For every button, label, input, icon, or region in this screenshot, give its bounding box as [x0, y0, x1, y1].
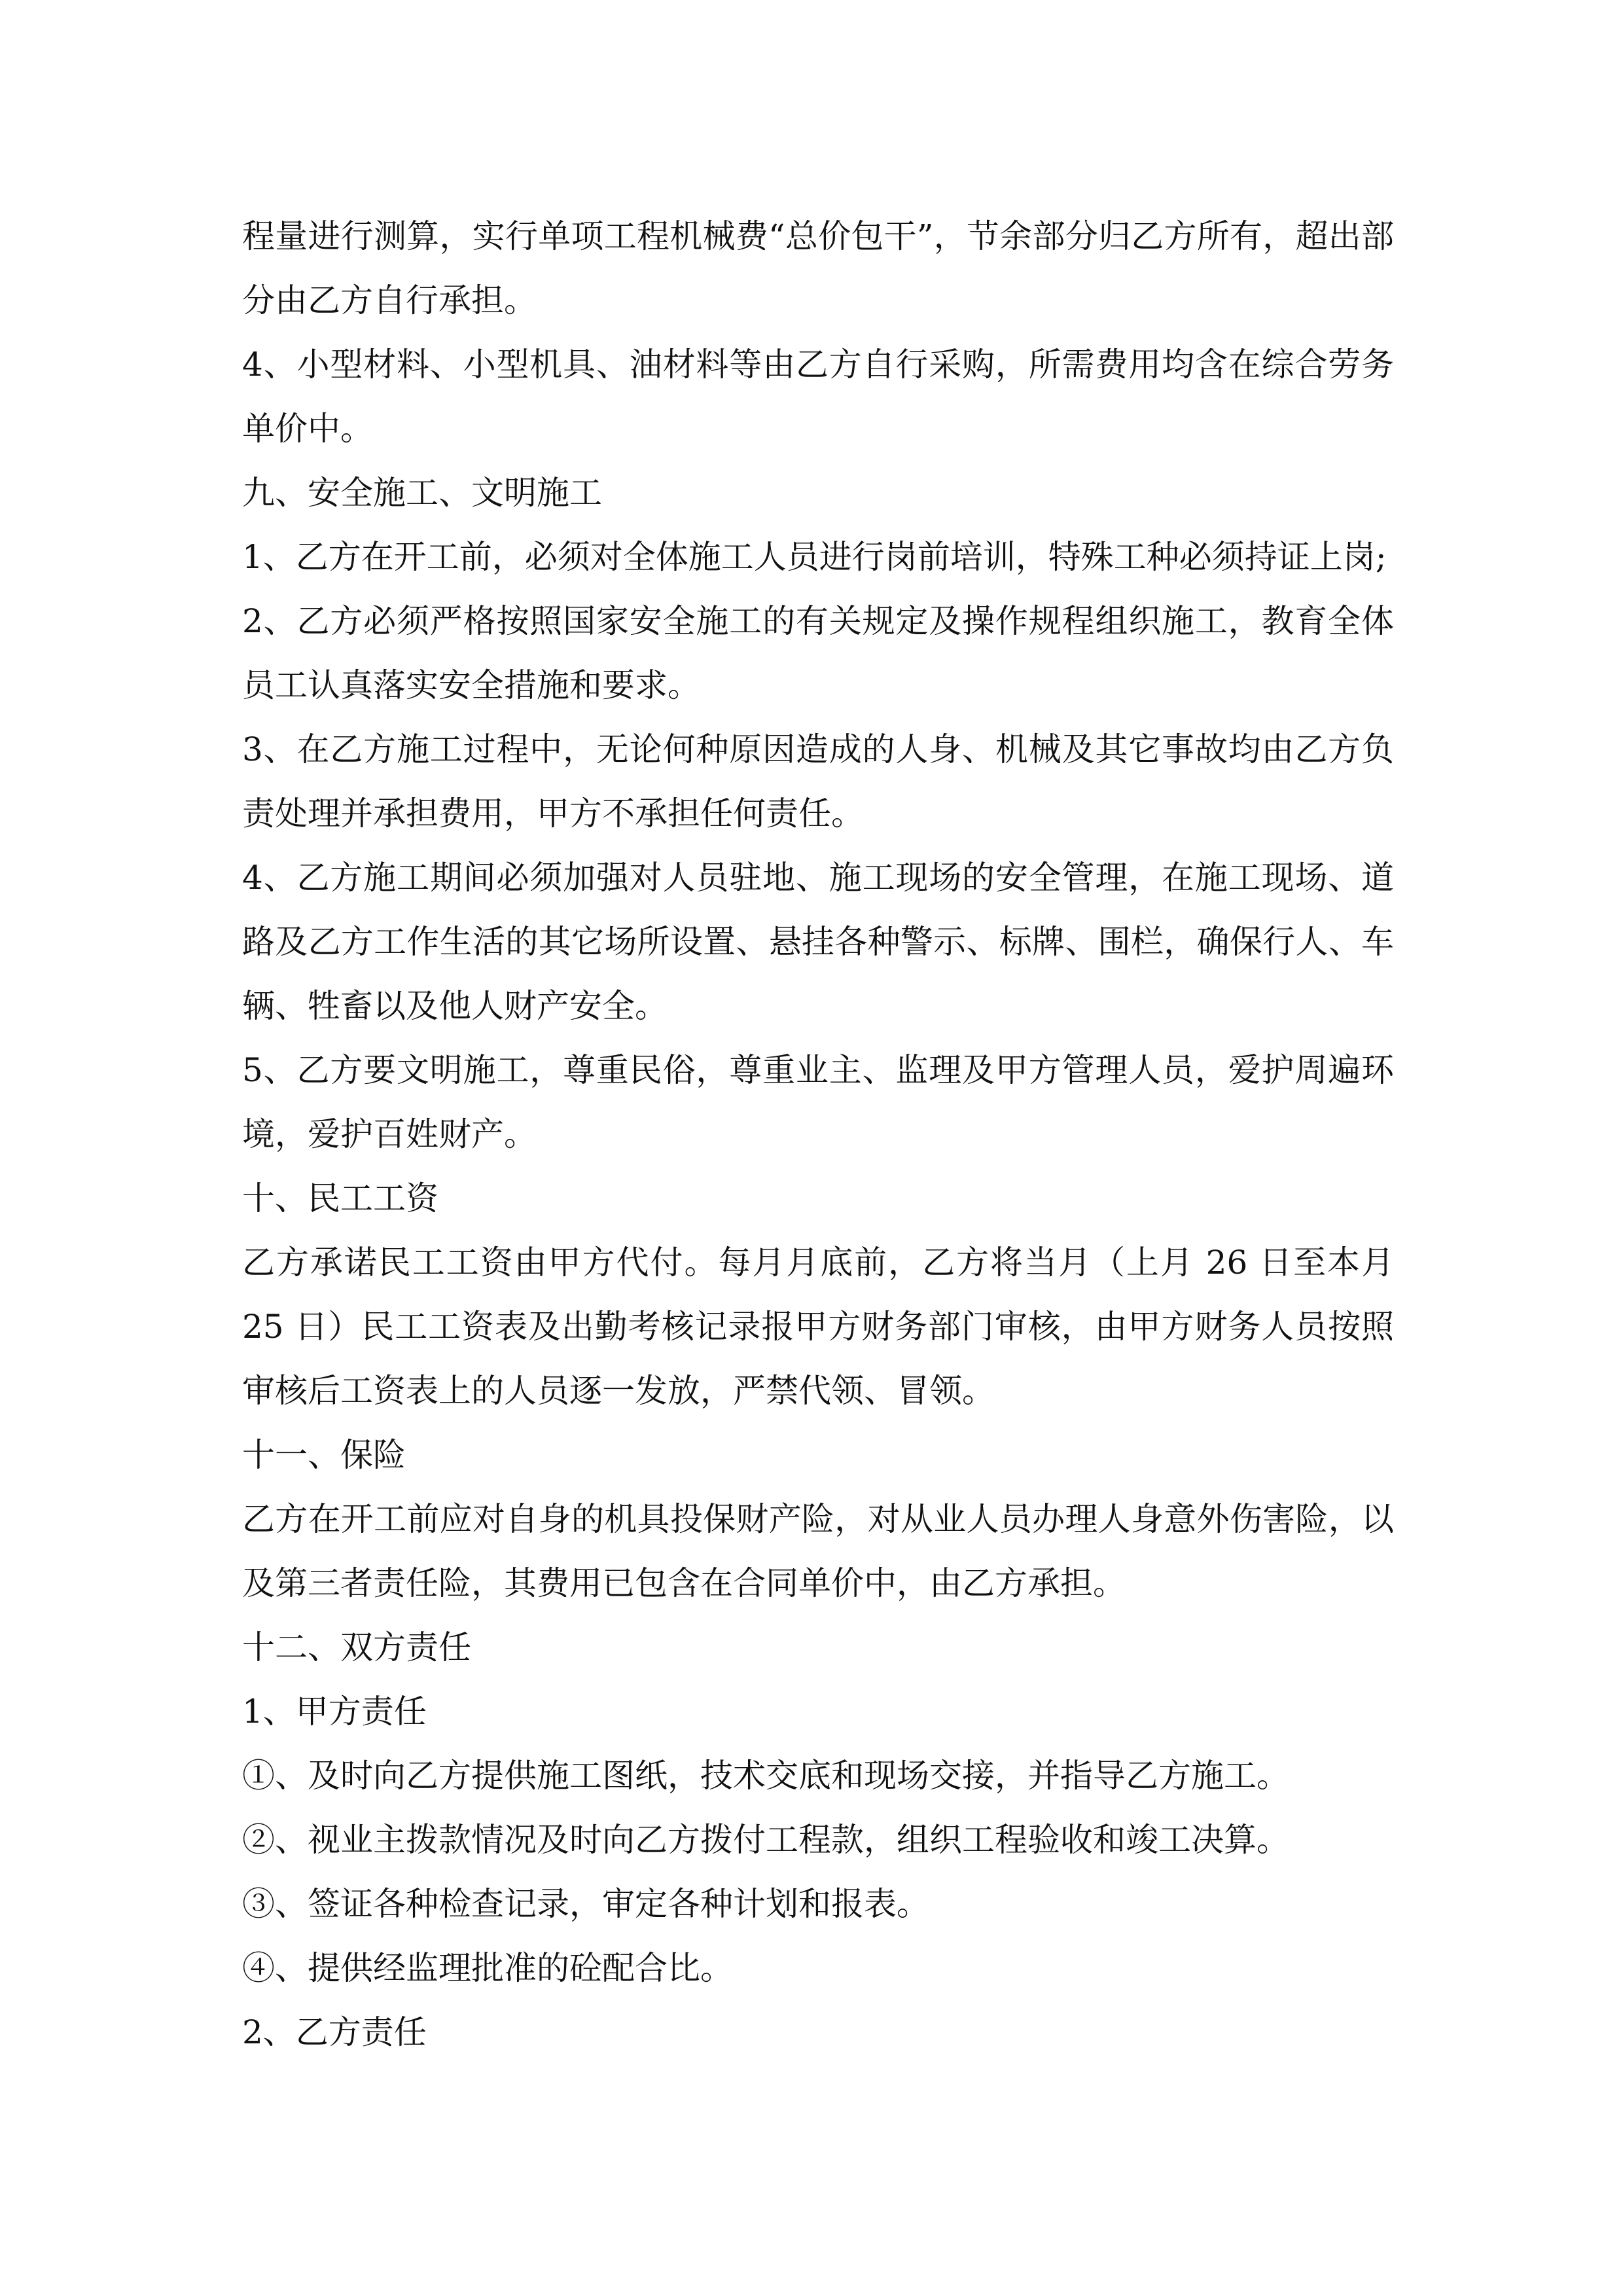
paragraph-safety-1: 1、乙方在开工前，必须对全体施工人员进行岗前培训，特殊工种必须持证上岗; — [242, 538, 1387, 576]
paragraph-party-a-3: ③、签证各种检查记录，审定各种计划和报表。 — [242, 1885, 929, 1923]
paragraph-safety-4: 4、乙方施工期间必须加强对人员驻地、施工现场的安全管理，在施工现场、道路及乙方工作生活的其它场所设置、悬挂各种警示、标牌、围栏，确保行人、车辆、牲畜以及他人财产安全。 — [242, 859, 1394, 1025]
paragraph-safety-2: 2、乙方必须严格按照国家安全施工的有关规定及操作规程组织施工，教育全体员工认真落实安全措施和要求。 — [242, 602, 1394, 704]
paragraph-insurance: 乙方在开工前应对自身的机具投保财产险，对从业人员办理人身意外伤害险，以及第三者责任险，其费用已包含在合同单价中，由乙方承担。 — [242, 1500, 1394, 1602]
paragraph-wages: 乙方承诺民工工资由甲方代付。每月月底前，乙方将当月（上月 26 日至本月 25 日）民工工资表及出勤考核记录报甲方财务部门审核，由甲方财务人员按照审核后工资表上的人员逐一发放，严禁代领、冒领。 — [242, 1244, 1394, 1410]
subheading-party-b: 2、乙方责任 — [242, 2013, 427, 2051]
section-heading-wages: 十、民工工资 — [242, 1179, 438, 1217]
paragraph-party-a-2: ②、视业主拨款情况及时向乙方拨付工程款，组织工程验收和竣工决算。 — [242, 1821, 1289, 1859]
paragraph-party-a-1: ①、及时向乙方提供施工图纸，技术交底和现场交接，并指导乙方施工。 — [242, 1757, 1289, 1795]
paragraph-safety-5: 5、乙方要文明施工，尊重民俗，尊重业主、监理及甲方管理人员，爱护周遍环境，爱护百姓财产。 — [242, 1051, 1394, 1153]
section-heading-safety: 九、安全施工、文明施工 — [242, 474, 602, 512]
document-body — [242, 204, 1394, 2064]
paragraph-machinery-cost-cont: 程量进行测算，实行单项工程机械费“总价包干”，节余部分归乙方所有，超出部分由乙方自行承担。 — [242, 217, 1394, 319]
paragraph-small-materials: 4、小型材料、小型机具、油材料等由乙方自行采购，所需费用均含在综合劳务单价中。 — [242, 346, 1394, 448]
paragraph-party-a-4: ④、提供经监理批准的砼配合比。 — [242, 1949, 733, 1987]
section-heading-responsibilities: 十二、双方责任 — [242, 1628, 471, 1666]
section-heading-insurance: 十一、保险 — [242, 1436, 406, 1474]
paragraph-safety-3: 3、在乙方施工过程中，无论何种原因造成的人身、机械及其它事故均由乙方负责处理并承担费用，甲方不承担任何责任。 — [242, 730, 1394, 833]
subheading-party-a: 1、甲方责任 — [242, 1693, 427, 1731]
